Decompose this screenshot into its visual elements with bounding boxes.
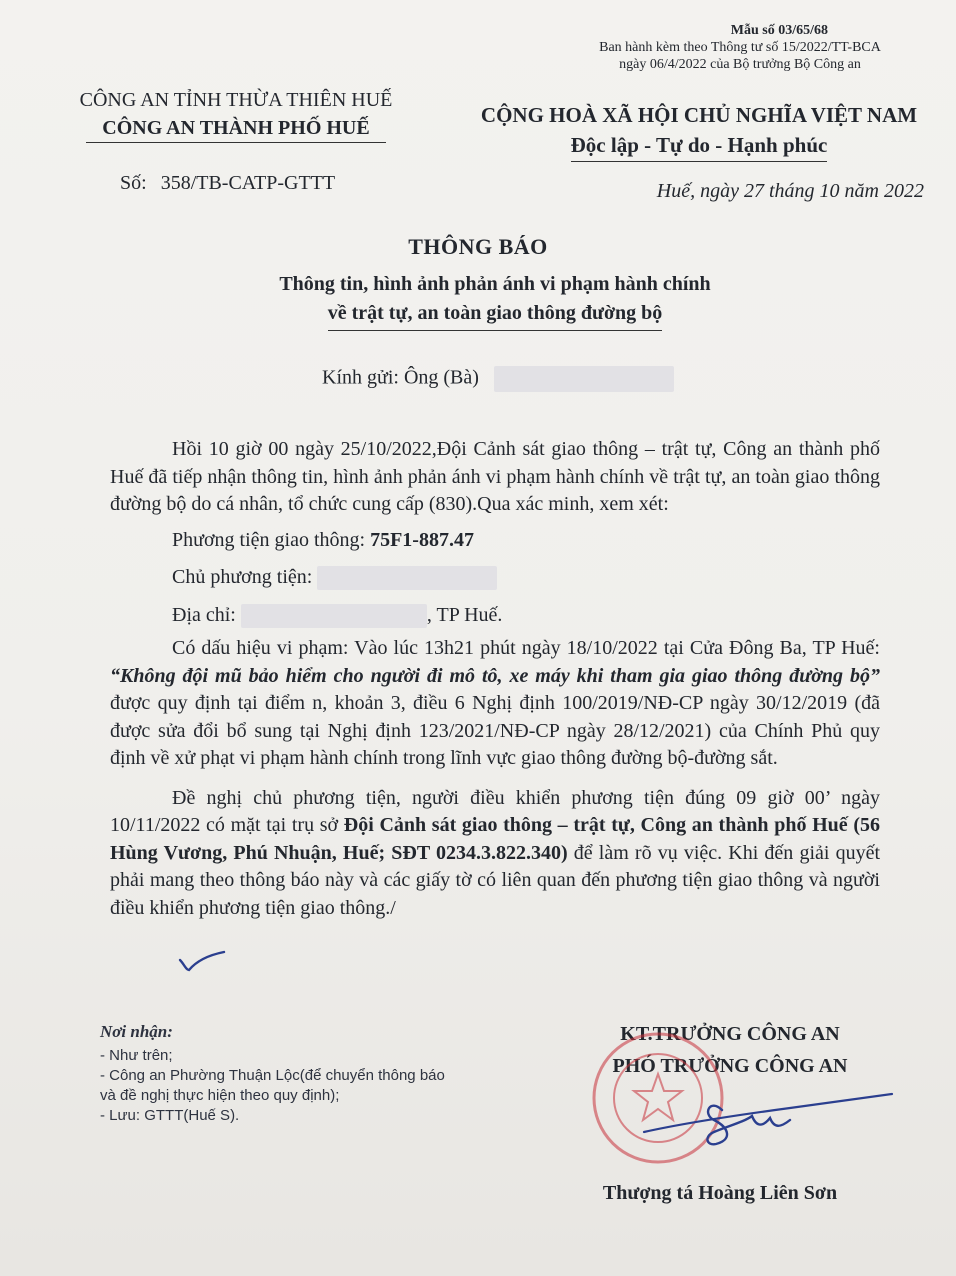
address-label: Địa chỉ: xyxy=(172,603,236,626)
agency-name: CÔNG AN THÀNH PHỐ HUẾ xyxy=(86,114,385,143)
owner-label: Chủ phương tiện: xyxy=(172,566,313,588)
vehicle-plate: 75F1-887.47 xyxy=(370,528,474,551)
redacted-address xyxy=(241,604,427,628)
signature-title-2: PHÓ TRƯỞNG CÔNG AN xyxy=(612,1055,848,1077)
national-header xyxy=(466,100,932,162)
vehicle-label: Phương tiện giao thông: xyxy=(172,528,366,551)
document-number-label: Số: xyxy=(120,172,147,194)
form-reference xyxy=(560,22,920,73)
greeting-text: Kính gửi: Ông (Bà) xyxy=(322,366,479,389)
document-title: THÔNG BÁO xyxy=(408,234,548,259)
issuing-agency xyxy=(46,86,426,143)
document-number xyxy=(120,172,335,195)
request-intro: Đề nghị chủ phương tiện, người điều khiển phương tiện đúng 09 giờ 00’ ngày 10/11/2022 có mặt tại trụ sở xyxy=(110,786,880,836)
national-motto: Độc lập - Tự do - Hạnh phúc xyxy=(571,130,828,162)
owner-line xyxy=(110,564,880,592)
signer-name: Thượng tá Hoàng Liên Sơn xyxy=(602,1182,838,1204)
redacted-recipient-name xyxy=(494,366,674,392)
document-body xyxy=(110,436,880,922)
recipient-item: - Lưu: GTTT(Huế S). xyxy=(100,1107,240,1124)
nation-name: CỘNG HOÀ XÃ HỘI CHỦ NGHĨA VIỆT NAM xyxy=(480,103,918,127)
document-subtitle xyxy=(0,270,956,331)
address-suffix: , TP Huế. xyxy=(426,603,503,626)
form-code: Mẫu số 03/65/68 xyxy=(730,23,828,38)
handwritten-check-mark xyxy=(178,950,228,974)
document-date: Huế, ngày 27 tháng 10 năm 2022 xyxy=(656,180,924,202)
address-line xyxy=(110,602,880,630)
vehicle-line xyxy=(110,527,880,555)
request-place: Đội Cảnh sát giao thông – trật tự, Công an thành phố Huế (56 Hùng Vương, Phú Nhuận, Huế; SĐT 0234.3.822.340) xyxy=(110,814,881,864)
form-issued-line-1: Ban hành kèm theo Thông tư số 15/2022/TT-BCA xyxy=(599,40,881,55)
violation-quote: “Không đội mũ bảo hiểm cho người đi mô tô, xe máy khi tham gia giao thông đường bộ” xyxy=(110,664,880,687)
violation-intro: Có dấu hiệu vi phạm: Vào lúc 13h21 phút ngày 18/10/2022 tại Cửa Đông Ba, TP Huế: xyxy=(172,637,880,659)
signature-title-1: KT.TRƯỞNG CÔNG AN xyxy=(620,1023,840,1045)
redacted-owner-name xyxy=(317,566,497,590)
subtitle-line-2: về trật tự, an toàn giao thông đường bộ xyxy=(328,299,663,331)
violation-rest: được quy định tại điểm n, khoản 3, điều 6 Nghị định 100/2019/NĐ-CP ngày 30/12/2019 (đã được sửa đổi bổ sung tại Nghị định 123/2021/NĐ-CP ngày 28/12/2021) của Chính Phủ quy định về xử phạt vi phạm hành chính trong lĩnh vực giao thông đường bộ-đường sắt. xyxy=(110,692,880,769)
recipients-block xyxy=(100,1022,445,1126)
intro-paragraph: Hồi 10 giờ 00 ngày 25/10/2022,Đội Cảnh sát giao thông – trật tự, Công an thành phố Huế đã tiếp nhận thông tin, hình ảnh phản ánh vi phạm hành chính về trật tự, an toàn giao thông đường bộ do cá nhân, tổ chức cung cấp (830).Qua xác minh, xem xét: xyxy=(110,438,880,515)
subtitle-line-1: Thông tin, hình ảnh phản ánh vi phạm hành chính xyxy=(279,273,711,295)
request-rest: để làm rõ vụ việc. Khi đến giải quyết phải mang theo thông báo này và các giấy tờ có liên quan đến phương tiện giao thông và người điều khiển phương tiện giao thông./ xyxy=(110,841,881,919)
recipient-item: và đề nghị thực hiện theo quy định); xyxy=(100,1087,340,1104)
recipients-header: Nơi nhận: xyxy=(100,1022,173,1041)
form-issued-line-2: ngày 06/4/2022 của Bộ trưởng Bộ Công an xyxy=(619,57,861,72)
handwritten-signature xyxy=(640,1080,900,1160)
document-number-value: 358/TB-CATP-GTTT xyxy=(160,172,336,194)
recipient-item: - Như trên; xyxy=(100,1047,173,1064)
request-paragraph xyxy=(110,785,880,923)
greeting xyxy=(322,366,674,392)
recipient-item: - Công an Phường Thuận Lộc(để chuyển thông báo xyxy=(100,1067,445,1084)
agency-parent: CÔNG AN TỈNH THỪA THIÊN HUẾ xyxy=(79,89,393,111)
violation-paragraph xyxy=(110,635,880,773)
